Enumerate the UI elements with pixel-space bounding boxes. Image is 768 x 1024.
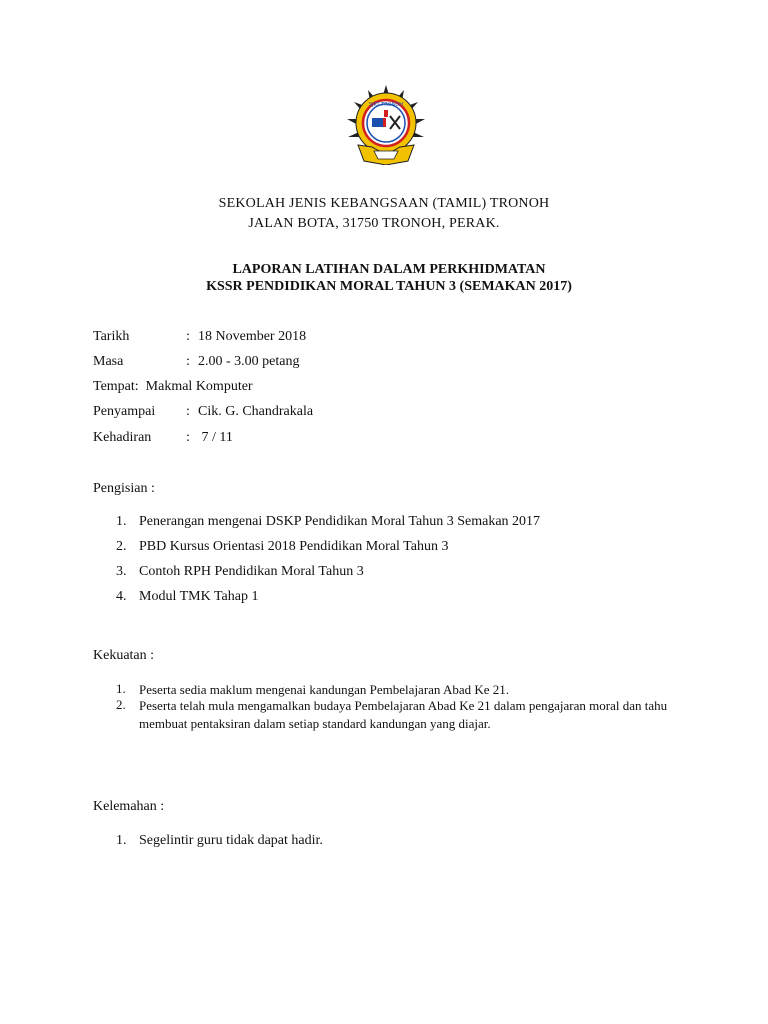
list-item-text: Penerangan mengenai DSKP Pendidikan Moral Tahun 3 Semakan 2017 [139, 514, 541, 529]
list-item-number: 4. [116, 589, 127, 604]
list-item-number: 1. [116, 514, 127, 529]
section-kekuatan-title: Kekuatan : [93, 648, 155, 663]
report-title: LAPORAN LATIHAN DALAM PERKHIDMATAN [232, 262, 546, 277]
logo-top-text: SJKT TRONOH [368, 102, 404, 108]
list-item-number: 2. [116, 539, 127, 554]
school-logo [344, 85, 428, 165]
info-label: Tarikh [93, 329, 130, 344]
info-tempat-text: Tempat: Makmal Komputer [93, 379, 253, 394]
info-colon: : [186, 354, 190, 369]
section-pengisian-title: Pengisian : [93, 481, 155, 496]
list-item-number: 2. [116, 697, 126, 712]
list-item-text: PBD Kursus Orientasi 2018 Pendidikan Moral Tahun 3 [139, 539, 449, 554]
list-item-text: Segelintir guru tidak dapat hadir. [139, 833, 323, 848]
info-colon: : [186, 404, 190, 419]
report-subtitle: KSSR PENDIDIKAN MORAL TAHUN 3 (SEMAKAN 2017) [206, 279, 572, 294]
info-value: 7 / 11 [198, 430, 233, 445]
school-address: JALAN BOTA, 31750 TRONOH, PERAK. [248, 216, 500, 231]
info-colon: : [186, 430, 190, 445]
school-name: SEKOLAH JENIS KEBANGSAAN (TAMIL) TRONOH [218, 196, 550, 211]
list-item-text: Contoh RPH Pendidikan Moral Tahun 3 [139, 564, 364, 579]
info-colon: : [186, 329, 190, 344]
list-item-text: Peserta telah mula mengamalkan budaya Pembelajaran Abad Ke 21 dalam pengajaran moral dan tahu membuat pentaksiran dalam setiap standard kandungan yang diajar. [139, 698, 668, 731]
list-item-text: Peserta sedia maklum mengenai kandungan Pembelajaran Abad Ke 21. [139, 682, 510, 697]
list-item-number: 1. [116, 833, 127, 848]
info-label: Masa [93, 354, 124, 369]
section-kelemahan-title: Kelemahan : [93, 799, 165, 814]
info-value: 2.00 - 3.00 petang [198, 354, 300, 369]
info-label: Penyampai [93, 404, 156, 419]
list-item-text: Modul TMK Tahap 1 [139, 589, 259, 604]
list-item-number: 3. [116, 564, 127, 579]
info-value: Cik. G. Chandrakala [198, 404, 314, 419]
list-item-number: 1. [116, 681, 126, 696]
info-value: 18 November 2018 [198, 329, 307, 344]
info-label: Kehadiran [93, 430, 152, 445]
